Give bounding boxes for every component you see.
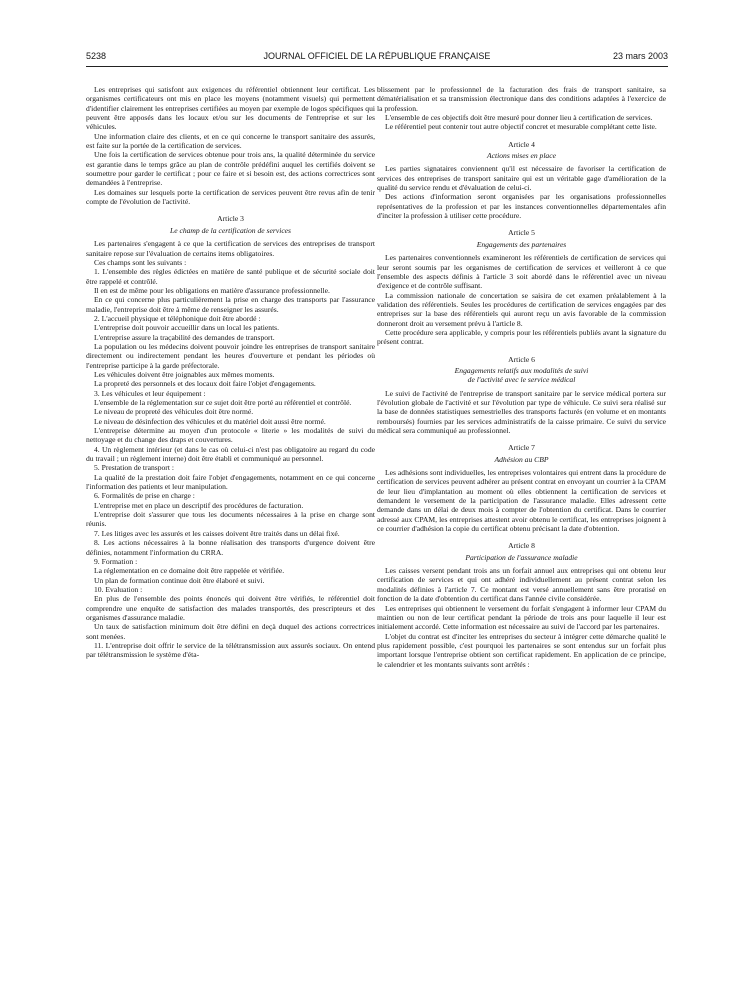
header-rule [86, 66, 668, 67]
paragraph: La propreté des personnels et des locaux doit faire l'objet d'engagements. [94, 379, 316, 389]
paragraph: Le référentiel peut contenir tout autre objectif concret et mesurable complétant cette liste. [385, 122, 657, 132]
publication-date: 23 mars 2003 [612, 51, 668, 61]
paragraph: En ce qui concerne plus particulièrement la prise en charge des transports par l'assurance maladie, l'entreprise doit être à même de renseigner les assurés. [86, 295, 375, 314]
paragraph: 5. Prestation de transport : [94, 463, 174, 473]
article-6-title: Article 6 [508, 354, 535, 364]
paragraph: Les entreprises qui obtiennent le versement du forfait s'engagent à informer leur CPAM du maintien ou non de leur certificat pendant la période de trois ans pour laquelle il leur est initialement accordé. Cette information est nécessaire au suivi de l'accord par les partenaires. [377, 603, 666, 632]
paragraph: Ces champs sont les suivants : [94, 257, 187, 267]
paragraph: Le suivi de l'activité de l'entreprise de transport sanitaire par le service médical portera sur l'évolution globale de l'activité et sur l'évolution par type de véhicule. Ce suivi sera réalisé sur la base de données statistiques semestrielles des transports facturés (en volume et en montants remboursés) fournies par les services administratifs de la caisse primaire. Ce suivi du service médical sera communiqué au professionnel. [377, 388, 666, 435]
paragraph: L'entreprise assure la traçabilité des demandes de transport. [94, 332, 275, 342]
article-7-subtitle: Adhésion au CBP [494, 454, 549, 464]
paragraph: La population ou les médecins doivent pouvoir joindre les entreprises de transport sanitaire directement ou indirectement pendant les heures d'ouverture et pendant les périodes où l'entreprise participe à la garde préfectorale. [86, 341, 375, 370]
paragraph: 11. L'entreprise doit offrir le service de la télétransmission aux assurés sociaux. On entend par télétransmission le système d'éta- [86, 640, 375, 660]
paragraph: Les domaines sur lesquels porte la certification de services peuvent être revus afin de tenir compte de l'évolution de l'activité. [86, 187, 375, 207]
paragraph: L'ensemble de ces objectifs doit être mesuré pour donner lieu à certification de services. [385, 113, 653, 123]
page-header [86, 50, 668, 62]
paragraph: L'entreprise doit s'assurer que tous les documents nécessaires à la prise en charge sont réunis. [86, 510, 375, 529]
paragraph: Le niveau de désinfection des véhicules et du matériel doit aussi être normé. [94, 416, 326, 426]
paragraph: 8. Les actions nécessaires à la bonne réalisation des transports d'urgence doivent être définies, notamment l'information du CRRA. [86, 538, 375, 557]
article-3-title: Article 3 [217, 214, 244, 224]
paragraph: L'entreprise doit pouvoir accueillir dans un local les patients. [94, 323, 280, 333]
paragraph: blissement par le professionnel de la facturation des frais de transport sanitaire, sa dématérialisation et sa transmission électronique dans des conditions adaptées à l'exercice de la profession. [377, 85, 666, 113]
paragraph: L'entreprise met en place un descriptif des procédures de facturation. [94, 500, 304, 510]
paragraph: 6. Formalités de prise en charge : [94, 491, 195, 501]
paragraph: 3. Les véhicules et leur équipement : [94, 388, 206, 398]
article-8-subtitle: Participation de l'assurance maladie [465, 552, 578, 562]
paragraph: Les parties signataires conviennent qu'il est nécessaire de favoriser la certification de services des entreprises de transport sanitaire qui est un véritable gage d'amélioration de la qualité du service rendu et d'évaluation de celui-ci. [377, 164, 666, 193]
article-6-subtitle-line-1: Engagements relatifs aux modalités de suivi [454, 365, 589, 375]
article-6-subtitle-line-2: de l'activité avec le service médical [467, 375, 576, 385]
paragraph: 10. Evaluation : [94, 584, 143, 594]
paragraph: Des actions d'information seront organisées par les organisations professionnelles représentatives de la profession et par les instances conventionnelles départementales afin d'inciter la profession à utiliser cette procédure. [377, 192, 666, 221]
paragraph: Un taux de satisfaction minimum doit être défini en deçà duquel des actions correctrices sont menées. [86, 622, 375, 641]
article-8-title: Article 8 [508, 541, 535, 551]
paragraph: L'objet du contrat est d'inciter les entreprises du secteur à intégrer cette démarche qualité le plus rapidement possible, c'est pourquoi les partenaires se sont entendus sur un forfait plus important lorsque l'entreprise obtient son certificat rapidement. En application de ce principe, le calendrier et les montants suivants sont arrêtés : [377, 631, 666, 669]
paragraph: La réglementation en ce domaine doit être rappelée et vérifiée. [94, 566, 285, 576]
paragraph: En plus de l'ensemble des points énoncés qui doivent être vérifiés, le référentiel doit comprendre une enquête de satisfaction des malades transportés, des prescripteurs et des organismes d'assurance maladie. [86, 594, 375, 622]
paragraph: Cette procédure sera applicable, y compris pour les référentiels publiés avant la signature du présent contrat. [377, 327, 666, 347]
paragraph: 1. L'ensemble des règles édictées en matière de santé publique et de sécurité sociale doit être rappelé et contrôlé. [86, 267, 375, 286]
paragraph: Les partenaires s'engagent à ce que la certification de services des entreprises de transport sanitaire repose sur l'évaluation de certains items obligatoires. [86, 239, 375, 258]
paragraph: 9. Formation : [94, 556, 138, 566]
paragraph: La commission nationale de concertation se saisira de cet examen préalablement à la validation des référentiels. Seules les procédures de certification de services engagées par des entreprises sur la base des référentiels qui auront reçu un avis favorable de la commission donneront droit au versement prévu à l'article 8. [377, 290, 666, 328]
paragraph: Les caisses versent pendant trois ans un forfait annuel aux entreprises qui ont obtenu leur certification de services et qui ont adhéré individuellement au présent contrat selon les modalités définies à l'article 7. Ce montant est versé annuellement sans être proratisé en fonction de la date d'obtention du certificat dans l'année civile considérée. [377, 566, 666, 604]
paragraph: Il en est de même pour les obligations en matière d'assurance professionnelle. [94, 285, 330, 295]
paragraph: Les partenaires conventionnels examineront les référentiels de certification de services qui leur seront soumis par les organismes de certification de services et veilleront à ce que l'ensemble des aspects définis à l'article 3 soit abordé dans le référentiel avec un niveau d'exigence et de contrôle suffisant. [377, 253, 666, 291]
right-column [377, 85, 666, 985]
journal-title: JOURNAL OFFICIEL DE LA RÉPUBLIQUE FRANÇAISE [263, 51, 491, 61]
article-6-subtitle [377, 366, 666, 385]
article-5-subtitle: Engagements des partenaires [476, 239, 567, 249]
article-4-title: Article 4 [508, 139, 535, 149]
paragraph: Les entreprises qui satisfont aux exigences du référentiel obtiennent leur certificat. Les organismes certificateurs ont mis en place les moyens (notamment visuels) qui permettent d'identifier clairement les entreprises certifiées au moyen par exemple de logos spécifiques qui peuvent être apposés dans les locaux et/ou sur les documents de l'entreprise et sur les véhicules. [86, 85, 375, 132]
paragraph: 2. L'accueil physique et téléphonique doit être abordé : [94, 313, 261, 323]
paragraph: La qualité de la prestation doit faire l'objet d'engagements, notamment en ce qui concerne l'information des patients et leur manipulation. [86, 472, 375, 492]
article-7-title: Article 7 [508, 443, 535, 453]
paragraph: L'entreprise détermine au moyen d'un protocole « literie » les modalités de suivi du nettoyage et du change des draps et couvertures. [86, 426, 375, 445]
paragraph: Une information claire des clients, et en ce qui concerne le transport sanitaire des assurés, est faite sur la portée de la certification de services. [86, 131, 375, 151]
paragraph: Les véhicules doivent être joignables aux mêmes moments. [94, 369, 275, 379]
left-column [86, 85, 375, 985]
paragraph: 7. Les litiges avec les assurés et les caisses doivent être traités dans un délai fixé. [94, 528, 340, 538]
page-number: 5238 [86, 51, 107, 61]
paragraph: Une fois la certification de services obtenue pour trois ans, la qualité déterminée du service est garantie dans le temps grâce au plan de contrôle prédéfini auquel les certifiés doivent se soumettre pour garder le certificat ; pour ce faire et si besoin est, des actions correctrices sont demandées à l'entreprise. [86, 150, 375, 188]
article-4-subtitle: Actions mises en place [487, 151, 556, 161]
article-5-title: Article 5 [508, 228, 535, 238]
paragraph: L'ensemble de la réglementation sur ce sujet doit être porté au référentiel et contrôlé. [94, 398, 352, 407]
paragraph: 4. Un règlement intérieur (et dans le cas où celui-ci n'est pas obligatoire au regard du code du travail ; un règlement interne) doit être établi et communiqué au personnel. [86, 444, 375, 464]
paragraph: Les adhésions sont individuelles, les entreprises volontaires qui entrent dans la procédure de certification de services peuvent adhérer au présent contrat en envoyant un courrier à la CPAM de leur lieu d'implantation au moment où elles obtiennent la certification de services et demandent le versement de la participation de l'assurance maladie. Elles adressent cette demande dans un délai de deux mois à compter de l'obtention du certificat. Dans le courrier adressé aux CPAM, les entreprises attestent avoir obtenu le certificat, les entreprises joignent à ce courrier d'adhésion la copie du certificat obtenu précisant la date d'obtention. [377, 468, 666, 534]
paragraph: Un plan de formation continue doit être élaboré et suivi. [94, 575, 265, 585]
article-3-subtitle: Le champ de la certification de services [169, 225, 292, 235]
paragraph: Le niveau de propreté des véhicules doit être normé. [94, 407, 254, 417]
